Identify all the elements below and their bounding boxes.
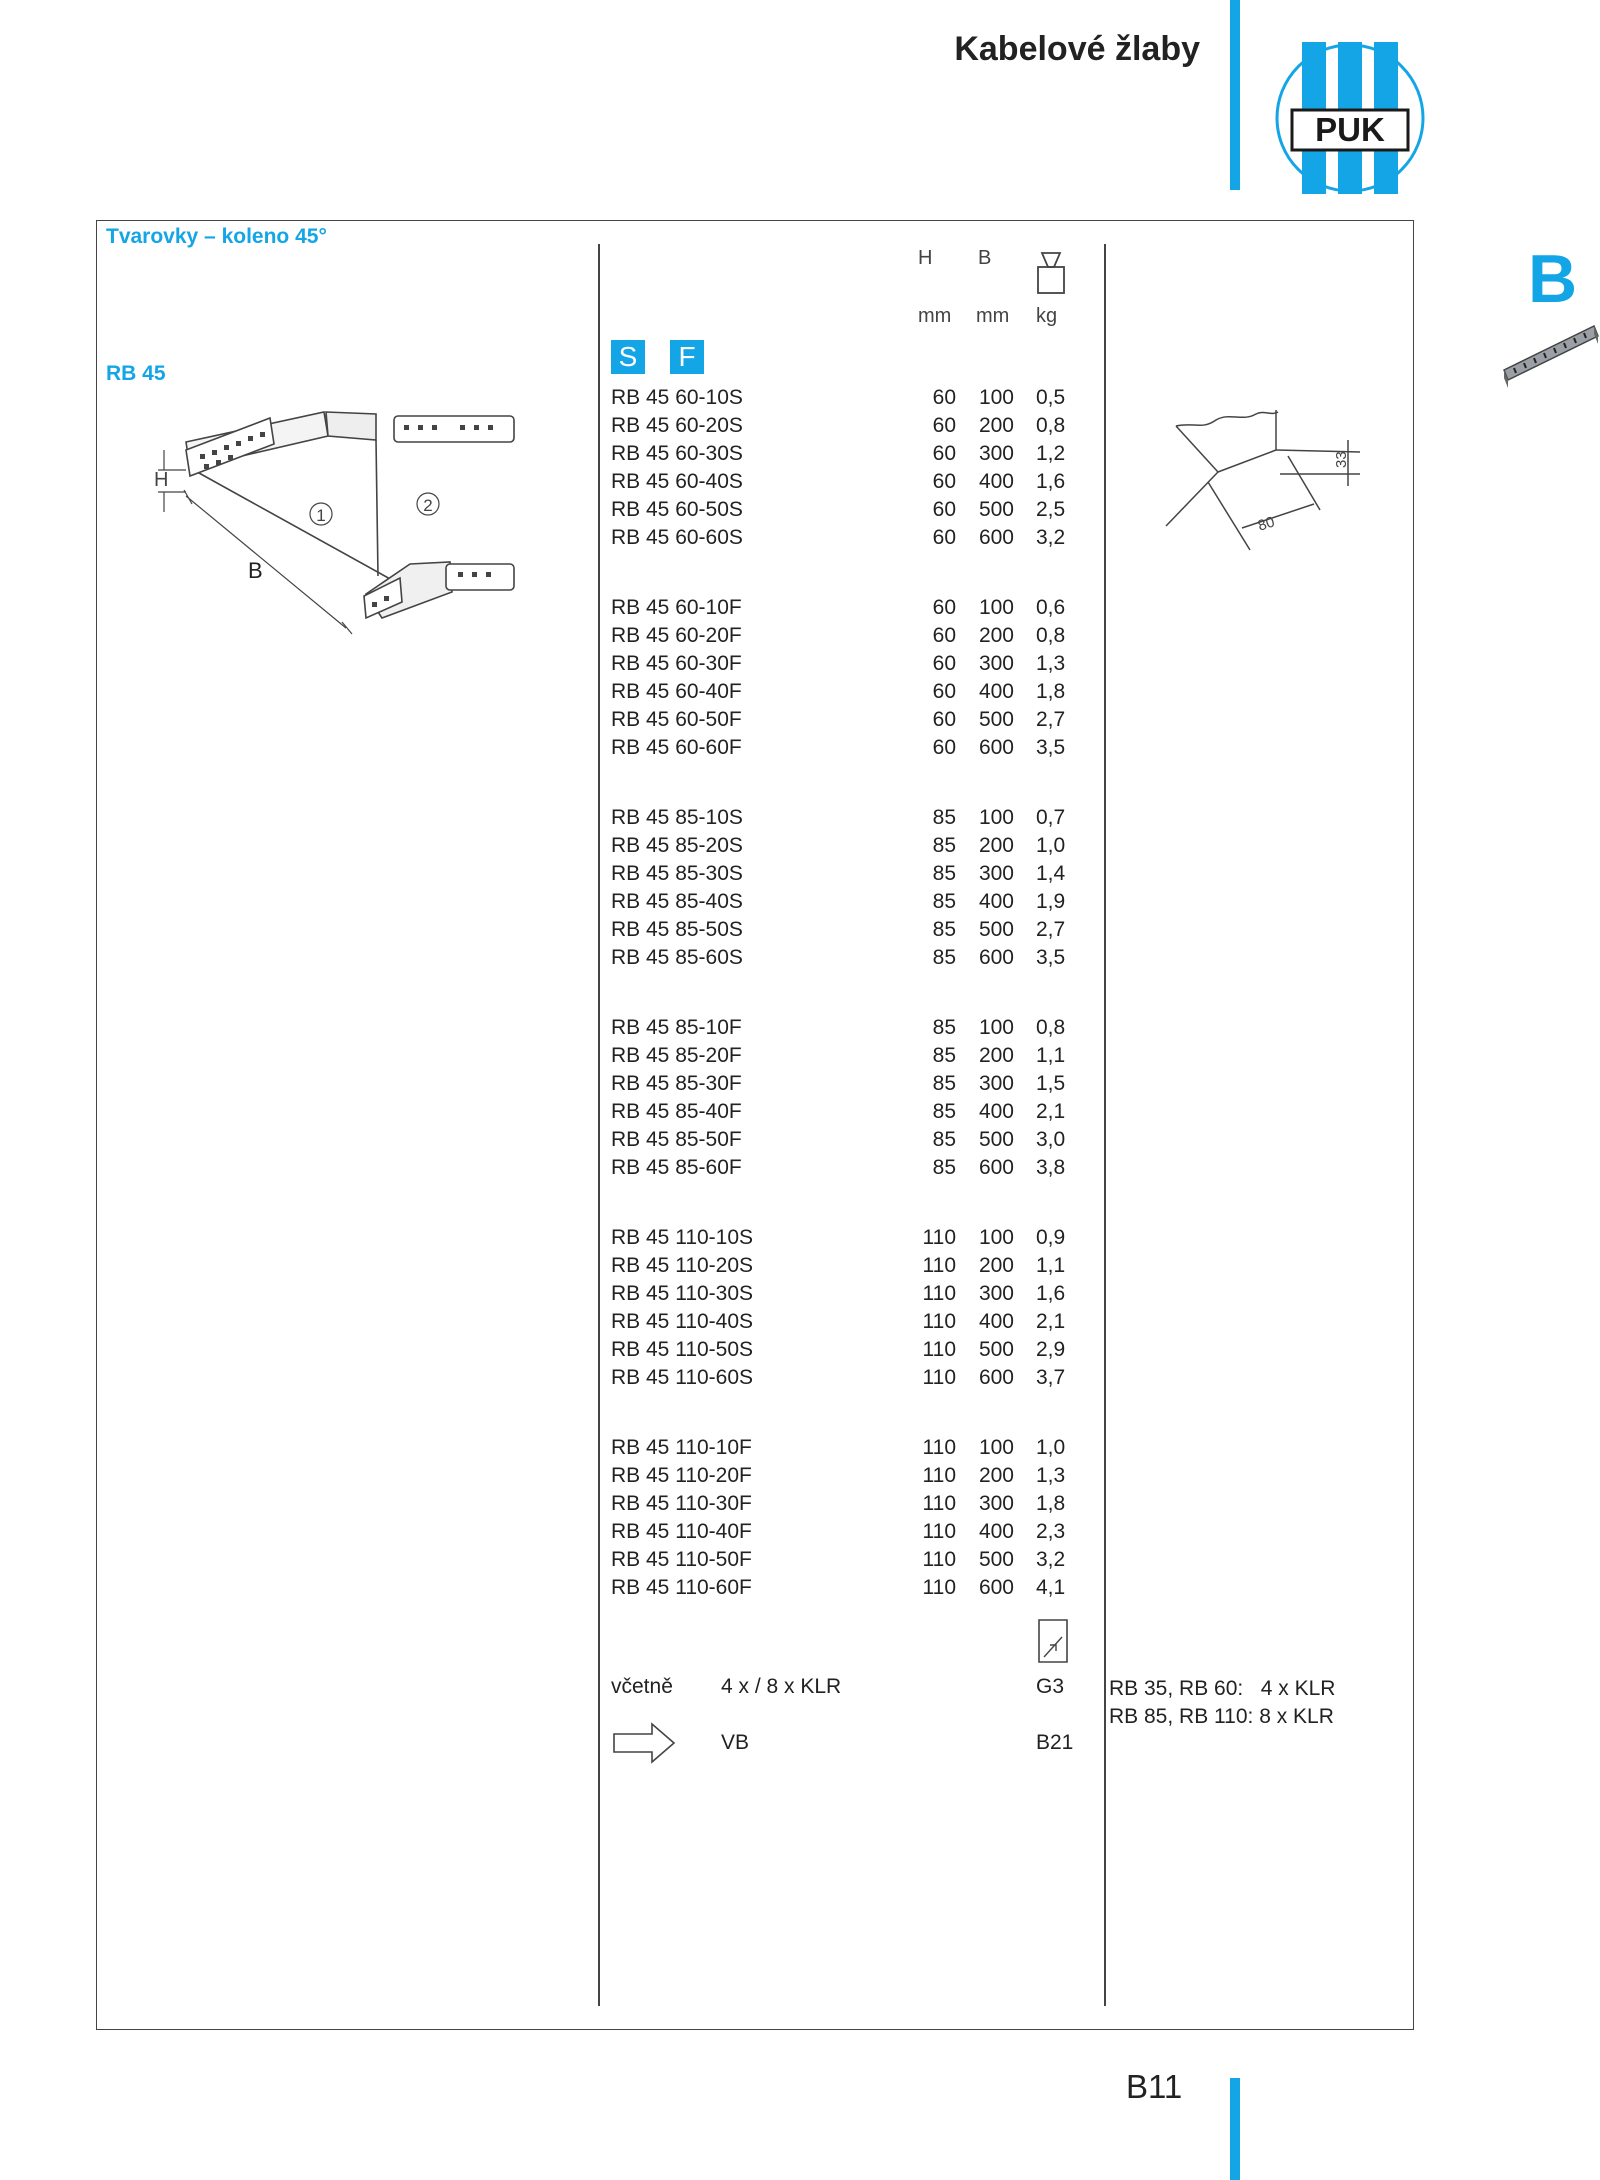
- included-label: včetně: [611, 1675, 673, 1698]
- included-value: 4 x / 8 x KLR: [721, 1675, 842, 1698]
- weight-cell: 3,5: [1036, 946, 1066, 969]
- article-cell: RB 45 60-60S: [611, 526, 743, 549]
- height-cell: 60: [932, 526, 956, 549]
- col-h-header: H: [918, 247, 933, 269]
- weight-cell: 1,9: [1036, 890, 1066, 913]
- section-title: Tvarovky – koleno 45°: [106, 225, 327, 248]
- width-cell: 100: [978, 1016, 1014, 1039]
- article-cell: RB 45 110-10S: [611, 1226, 754, 1249]
- col-kg-unit: kg: [1036, 305, 1058, 327]
- weight-cell: 4,1: [1036, 1576, 1066, 1599]
- weight-cell: 3,5: [1036, 736, 1066, 759]
- width-cell: 200: [978, 1464, 1014, 1487]
- weight-cell: 0,6: [1036, 596, 1066, 619]
- weight-cell: 2,9: [1036, 1338, 1066, 1361]
- footer-accent-bar: [1230, 2078, 1240, 2180]
- weight-cell: 1,0: [1036, 1436, 1066, 1459]
- elbow-45-drawing: [150, 400, 530, 640]
- height-cell: 85: [932, 806, 956, 829]
- article-cell: RB 45 110-40S: [611, 1310, 754, 1333]
- article-cell: RB 45 110-30F: [611, 1492, 752, 1515]
- weight-cell: 1,6: [1036, 470, 1066, 493]
- article-cell: RB 45 85-10F: [611, 1016, 742, 1039]
- see-value: VB: [721, 1731, 750, 1754]
- article-cell: RB 45 60-50S: [611, 498, 743, 521]
- height-cell: 110: [922, 1366, 956, 1389]
- article-cell: RB 45 60-20S: [611, 414, 743, 437]
- weight-cell: 2,1: [1036, 1310, 1066, 1333]
- weight-cell: 1,8: [1036, 680, 1066, 703]
- width-cell: 500: [978, 498, 1014, 521]
- width-cell: 600: [978, 1156, 1014, 1179]
- included-ref: G3: [1036, 1675, 1065, 1698]
- height-cell: 110: [922, 1226, 956, 1249]
- width-cell: 600: [978, 946, 1014, 969]
- weight-cell: 2,7: [1036, 708, 1066, 731]
- height-cell: 110: [922, 1464, 956, 1487]
- header-accent-bar: [1230, 0, 1240, 190]
- height-cell: 110: [922, 1492, 956, 1515]
- article-cell: RB 45 110-20F: [611, 1464, 752, 1487]
- width-cell: 300: [978, 1492, 1014, 1515]
- dim-h-label: H: [154, 469, 169, 491]
- width-cell: 600: [978, 526, 1014, 549]
- dim-b-label: B: [248, 558, 263, 583]
- width-cell: 200: [978, 1044, 1014, 1067]
- height-cell: 110: [922, 1436, 956, 1459]
- width-cell: 200: [978, 624, 1014, 647]
- height-cell: 110: [922, 1282, 956, 1305]
- width-cell: 300: [978, 1072, 1014, 1095]
- badge-s: S: [611, 340, 645, 374]
- height-cell: 85: [932, 918, 956, 941]
- width-cell: 300: [978, 862, 1014, 885]
- width-cell: 600: [978, 736, 1014, 759]
- height-cell: 110: [922, 1548, 956, 1571]
- height-cell: 110: [922, 1310, 956, 1333]
- weight-cell: 1,3: [1036, 652, 1066, 675]
- weight-cell: 3,2: [1036, 1548, 1066, 1571]
- height-cell: 60: [932, 498, 956, 521]
- article-cell: RB 45 60-40S: [611, 470, 743, 493]
- badge-f: F: [670, 340, 704, 374]
- page-header-title: Kabelové žlaby: [954, 30, 1200, 68]
- weight-cell: 1,8: [1036, 1492, 1066, 1515]
- see-ref: B21: [1036, 1731, 1074, 1754]
- article-cell: RB 45 85-40F: [611, 1100, 742, 1123]
- cable-tray-icon: [1500, 318, 1600, 398]
- weight-cell: 3,2: [1036, 526, 1066, 549]
- article-cell: RB 45 110-10F: [611, 1436, 752, 1459]
- height-cell: 85: [932, 862, 956, 885]
- logo-text: PUK: [1315, 111, 1385, 148]
- weight-cell: 0,8: [1036, 624, 1066, 647]
- width-cell: 600: [978, 1366, 1014, 1389]
- weight-cell: 3,7: [1036, 1366, 1066, 1389]
- weight-cell: 2,3: [1036, 1520, 1066, 1543]
- weight-cell: 2,5: [1036, 498, 1066, 521]
- width-cell: 200: [978, 414, 1014, 437]
- col-b-header: B: [978, 247, 992, 269]
- column-divider-right: [1104, 244, 1106, 2006]
- puk-logo: [1270, 38, 1430, 198]
- width-cell: 400: [978, 470, 1014, 493]
- height-cell: 110: [922, 1254, 956, 1277]
- article-cell: RB 45 85-60F: [611, 1156, 742, 1179]
- weight-cell: 0,7: [1036, 806, 1066, 829]
- section-tab-letter: B: [1528, 241, 1576, 317]
- height-cell: 85: [932, 1128, 956, 1151]
- height-cell: 60: [932, 624, 956, 647]
- width-cell: 400: [978, 1100, 1014, 1123]
- article-cell: RB 45 60-60F: [611, 736, 742, 759]
- article-cell: RB 45 110-60S: [611, 1366, 754, 1389]
- article-cell: RB 45 85-20S: [611, 834, 743, 857]
- weight-cell: 1,1: [1036, 1044, 1066, 1067]
- width-cell: 600: [978, 1576, 1014, 1599]
- width-cell: 100: [978, 596, 1014, 619]
- height-cell: 85: [932, 890, 956, 913]
- height-cell: 85: [932, 1072, 956, 1095]
- width-cell: 500: [978, 1548, 1014, 1571]
- height-cell: 60: [932, 736, 956, 759]
- height-cell: 110: [922, 1338, 956, 1361]
- article-cell: RB 45 60-20F: [611, 624, 742, 647]
- width-cell: 500: [978, 708, 1014, 731]
- weight-cell: 1,6: [1036, 1282, 1066, 1305]
- width-cell: 300: [978, 652, 1014, 675]
- col-h-unit: mm: [918, 305, 952, 327]
- weight-cell: 0,9: [1036, 1226, 1066, 1249]
- article-cell: RB 45 60-30S: [611, 442, 743, 465]
- article-cell: RB 45 110-50S: [611, 1338, 754, 1361]
- arrow-right-icon: [612, 1722, 678, 1764]
- article-cell: RB 45 110-20S: [611, 1254, 754, 1277]
- col-b-unit: mm: [976, 305, 1010, 327]
- height-cell: 60: [932, 708, 956, 731]
- article-cell: RB 45 85-20F: [611, 1044, 742, 1067]
- width-cell: 500: [978, 1338, 1014, 1361]
- article-cell: RB 45 60-50F: [611, 708, 742, 731]
- weight-icon: [1034, 247, 1068, 295]
- height-cell: 60: [932, 596, 956, 619]
- article-cell: RB 45 85-60S: [611, 946, 743, 969]
- weight-cell: 1,5: [1036, 1072, 1066, 1095]
- weight-cell: 1,3: [1036, 1464, 1066, 1487]
- detail-drawing: [1160, 400, 1370, 560]
- width-cell: 100: [978, 806, 1014, 829]
- article-cell: RB 45 85-10S: [611, 806, 743, 829]
- column-divider-left: [598, 244, 600, 2006]
- width-cell: 300: [978, 442, 1014, 465]
- accessory-note-2: RB 85, RB 110: 8 x KLR: [1109, 1705, 1334, 1728]
- article-cell: RB 45 60-30F: [611, 652, 742, 675]
- width-cell: 400: [978, 1520, 1014, 1543]
- width-cell: 300: [978, 1282, 1014, 1305]
- callout-1: 1: [316, 506, 326, 525]
- height-cell: 60: [932, 470, 956, 493]
- article-cell: RB 45 85-50F: [611, 1128, 742, 1151]
- height-cell: 85: [932, 946, 956, 969]
- height-cell: 85: [932, 1100, 956, 1123]
- height-cell: 60: [932, 386, 956, 409]
- detail-dim-80: 80: [1255, 513, 1277, 535]
- width-cell: 400: [978, 680, 1014, 703]
- weight-cell: 0,8: [1036, 414, 1066, 437]
- height-cell: 60: [932, 680, 956, 703]
- width-cell: 100: [978, 386, 1014, 409]
- article-cell: RB 45 60-10S: [611, 386, 743, 409]
- width-cell: 200: [978, 834, 1014, 857]
- weight-cell: 0,8: [1036, 1016, 1066, 1039]
- article-cell: RB 45 60-10F: [611, 596, 742, 619]
- weight-cell: 3,0: [1036, 1128, 1066, 1151]
- article-cell: RB 45 110-50F: [611, 1548, 752, 1571]
- height-cell: 85: [932, 1044, 956, 1067]
- weight-cell: 2,7: [1036, 918, 1066, 941]
- height-cell: 85: [932, 1156, 956, 1179]
- article-cell: RB 45 110-60F: [611, 1576, 752, 1599]
- article-cell: RB 45 85-30F: [611, 1072, 742, 1095]
- width-cell: 400: [978, 1310, 1014, 1333]
- article-cell: RB 45 85-50S: [611, 918, 743, 941]
- article-cell: RB 45 110-40F: [611, 1520, 752, 1543]
- page-number: B11: [1126, 2068, 1183, 2105]
- height-cell: 60: [932, 414, 956, 437]
- width-cell: 500: [978, 918, 1014, 941]
- article-cell: RB 45 85-30S: [611, 862, 743, 885]
- width-cell: 500: [978, 1128, 1014, 1151]
- weight-cell: 2,1: [1036, 1100, 1066, 1123]
- detail-dim-33: 33: [1333, 451, 1350, 468]
- weight-cell: 1,0: [1036, 834, 1066, 857]
- width-cell: 100: [978, 1436, 1014, 1459]
- accessory-note-1: RB 35, RB 60: 4 x KLR: [1109, 1677, 1336, 1700]
- height-cell: 110: [922, 1520, 956, 1543]
- article-cell: RB 45 60-40F: [611, 680, 742, 703]
- width-cell: 200: [978, 1254, 1014, 1277]
- article-cell: RB 45 110-30S: [611, 1282, 754, 1305]
- weight-cell: 1,1: [1036, 1254, 1066, 1277]
- connector-sheet-icon: [1036, 1617, 1070, 1665]
- width-cell: 100: [978, 1226, 1014, 1249]
- weight-cell: 1,2: [1036, 442, 1066, 465]
- height-cell: 85: [932, 1016, 956, 1039]
- callout-2: 2: [423, 496, 433, 515]
- article-cell: RB 45 85-40S: [611, 890, 743, 913]
- width-cell: 400: [978, 890, 1014, 913]
- height-cell: 60: [932, 652, 956, 675]
- height-cell: 110: [922, 1576, 956, 1599]
- weight-cell: 0,5: [1036, 386, 1066, 409]
- height-cell: 60: [932, 442, 956, 465]
- weight-cell: 3,8: [1036, 1156, 1066, 1179]
- height-cell: 85: [932, 834, 956, 857]
- weight-cell: 1,4: [1036, 862, 1066, 885]
- product-code: RB 45: [106, 362, 166, 385]
